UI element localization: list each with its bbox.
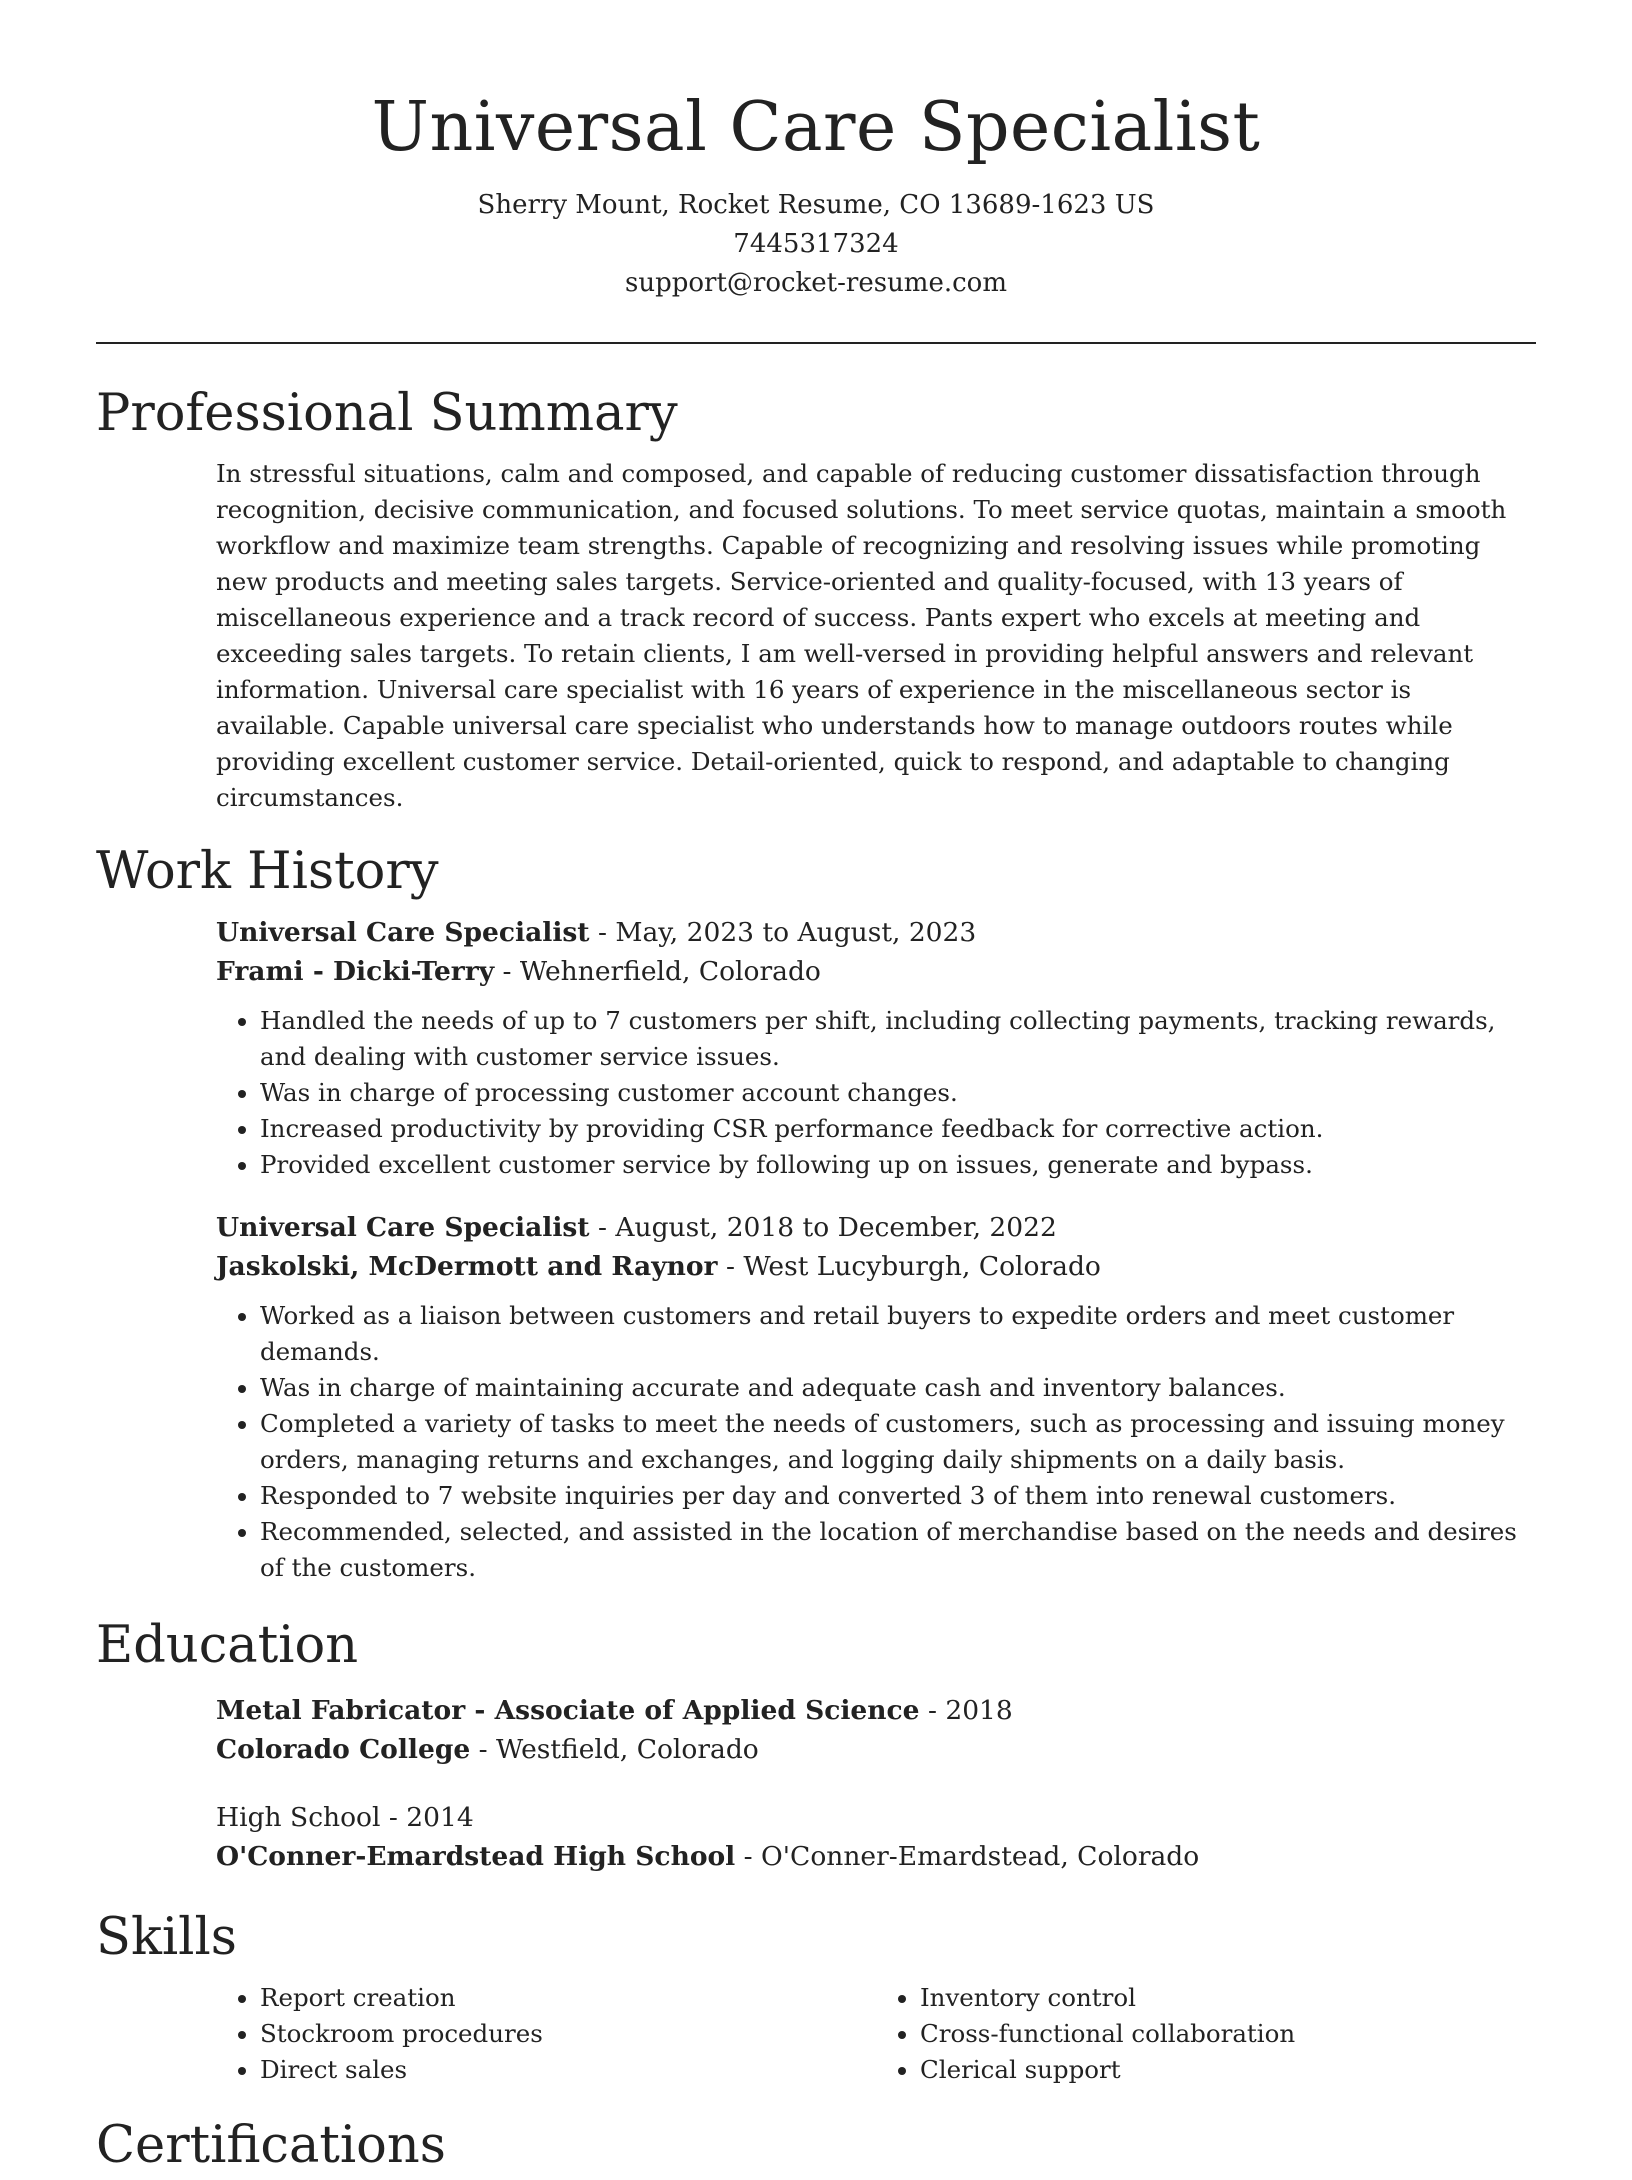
- job-bullet: • Responded to 7 website inquiries per day and converted 3 of them into renewal customers.: [260, 1478, 1536, 1514]
- education-entry: [216, 1799, 1536, 1876]
- job-bullet: • Recommended, selected, and assisted in the location of merchandise based on the needs and desires of the customers.: [260, 1514, 1536, 1586]
- job-bullet: • Handled the needs of up to 7 customers per shift, including collecting payments, tracking rewards, and dealing with customer service issues.: [260, 1003, 1536, 1075]
- skill-item: • Cross-functional collaboration: [920, 2016, 1536, 2052]
- education-school: O'Conner-Emardstead High School: [216, 1841, 736, 1872]
- job-bullet: • Increased productivity by providing CSR performance feedback for corrective action.: [260, 1111, 1536, 1147]
- job-location: - Wehnerfield, Colorado: [494, 956, 821, 987]
- job-location: - West Lucyburgh, Colorado: [717, 1251, 1101, 1282]
- job-role: Universal Care Specialist: [216, 1212, 590, 1243]
- job-title-line: [216, 914, 1536, 952]
- skill-item: • Clerical support: [920, 2052, 1536, 2088]
- skills-list: [216, 1980, 1536, 2088]
- job-bullets: [216, 1298, 1536, 1586]
- education-school-line: [216, 1837, 1536, 1876]
- education-degree: Metal Fabricator - Associate of Applied Science: [216, 1695, 920, 1726]
- job-dates: - May, 2023 to August, 2023: [589, 917, 977, 948]
- contact-address: Sherry Mount, Rocket Resume, CO 13689-1623 US: [477, 190, 1155, 220]
- education-location: - O'Conner-Emardstead, Colorado: [735, 1841, 1200, 1872]
- education-degree-line: [216, 1692, 1536, 1730]
- section-title-education: Education: [96, 1616, 359, 1675]
- job-company-line: [216, 952, 1536, 991]
- section-title-certifications: Certifications: [96, 2116, 446, 2175]
- job-bullet: • Completed a variety of tasks to meet the needs of customers, such as processing and issuing money orders, managing returns and exchanges, and logging daily shipments on a daily basis.: [260, 1406, 1536, 1478]
- contact-email: support@rocket-resume.com: [624, 268, 1007, 298]
- skill-item: • Direct sales: [260, 2052, 876, 2088]
- job-dates: - August, 2018 to December, 2022: [589, 1212, 1057, 1243]
- job-bullet: • Provided excellent customer service by following up on issues, generate and bypass.: [260, 1147, 1536, 1183]
- education-location: - Westfield, Colorado: [470, 1734, 759, 1765]
- skill-item: • Stockroom procedures: [260, 2016, 876, 2052]
- section-title-summary: Professional Summary: [96, 384, 678, 443]
- education-year: - 2014: [380, 1802, 474, 1833]
- education-school-line: [216, 1730, 1536, 1769]
- job-entry: [216, 1209, 1536, 1586]
- contact-phone: 7445317324: [733, 229, 899, 259]
- section-title-work-history: Work History: [96, 842, 439, 901]
- education-degree-line: [216, 1799, 1536, 1837]
- skill-item: • Inventory control: [920, 1980, 1536, 2016]
- education-degree: High School: [216, 1802, 381, 1833]
- job-bullet: • Worked as a liaison between customers and retail buyers to expedite orders and meet customer demands.: [260, 1298, 1536, 1370]
- candidate-name: Universal Care Specialist: [371, 88, 1261, 167]
- job-company-line: [216, 1247, 1536, 1286]
- job-bullets: [216, 1003, 1536, 1183]
- header-divider: [96, 342, 1536, 344]
- resume-header: [0, 0, 1632, 303]
- education-entry: [216, 1692, 1536, 1769]
- section-title-skills: Skills: [96, 1908, 237, 1967]
- skills-column-right: [876, 1980, 1536, 2088]
- contact-info: [0, 186, 1632, 303]
- education-year: - 2018: [919, 1695, 1013, 1726]
- job-role: Universal Care Specialist: [216, 917, 590, 948]
- job-company: Jaskolski, McDermott and Raynor: [216, 1251, 718, 1282]
- education-school: Colorado College: [216, 1734, 471, 1765]
- job-bullet: • Was in charge of maintaining accurate and adequate cash and inventory balances.: [260, 1370, 1536, 1406]
- job-entry: [216, 914, 1536, 1183]
- job-title-line: [216, 1209, 1536, 1247]
- skill-item: • Report creation: [260, 1980, 876, 2016]
- skills-column-left: [216, 1980, 876, 2088]
- summary-text: In stressful situations, calm and composed, and capable of reducing customer dissatisfaction through recognition, decisive communication, and focused solutions. To meet service quotas, maintain a smooth workflow and maximize team strengths. Capable of recognizing and resolving issues while promoting new products and meeting sales targets. Service-oriented and quality-focused, with 13 years of miscellaneous experience and a track record of success. Pants expert who excels at meeting and exceeding sales targets. To retain clients, I am well-versed in providing helpful answers and relevant information. Universal care specialist with 16 years of experience in the miscellaneous sector is available. Capable universal care specialist who understands how to manage outdoors routes while providing excellent customer service. Detail-oriented, quick to respond, and adaptable to changing circumstances.: [216, 459, 1507, 812]
- resume-body: [96, 380, 1536, 2180]
- job-bullet: • Was in charge of processing customer account changes.: [260, 1075, 1536, 1111]
- job-company: Frami - Dicki-Terry: [216, 956, 495, 987]
